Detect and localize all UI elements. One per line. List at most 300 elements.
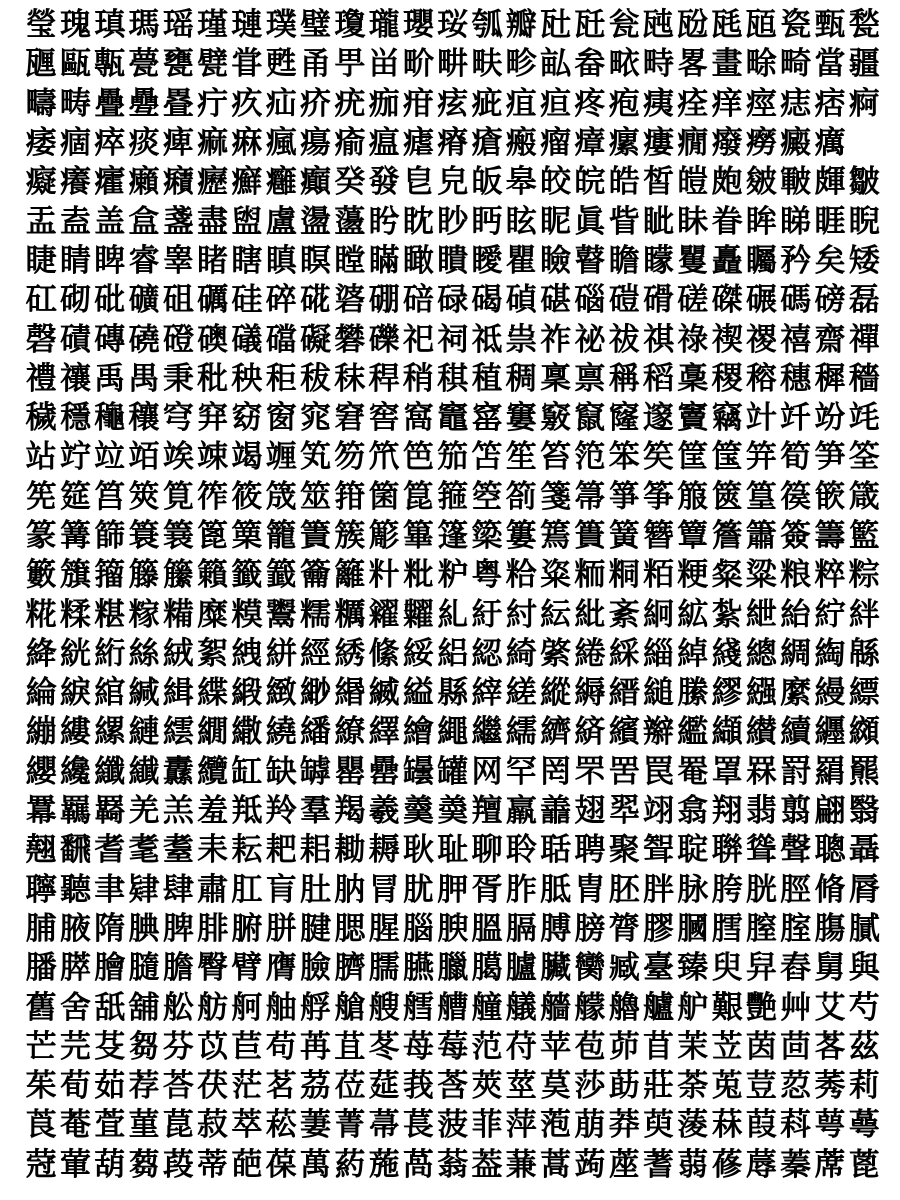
glyph-cell: 竚 bbox=[59, 439, 91, 476]
glyph-cell: 絮 bbox=[197, 635, 229, 672]
glyph-cell: 站 bbox=[25, 439, 57, 476]
glyph-cell: 筥 bbox=[94, 478, 126, 515]
glyph-cell: 籐 bbox=[128, 557, 160, 594]
glyph-cell: 糢 bbox=[231, 596, 263, 633]
glyph-cell: 糜 bbox=[197, 596, 229, 633]
glyph-cell: 簓 bbox=[368, 518, 400, 554]
glyph-cell: 罌 bbox=[334, 753, 366, 790]
glyph-cell: 禧 bbox=[780, 321, 812, 358]
glyph-cell: 盪 bbox=[300, 203, 332, 240]
glyph-cell: 纔 bbox=[59, 753, 91, 790]
glyph-cell: 碣 bbox=[471, 282, 503, 319]
glyph-cell: 竇 bbox=[677, 400, 709, 437]
glyph-cell: 筱 bbox=[231, 478, 263, 515]
glyph-cell: 畴 bbox=[59, 85, 91, 122]
glyph-cell: 磬 bbox=[25, 321, 57, 358]
glyph-cell: 笨 bbox=[608, 439, 640, 476]
glyph-cell: 甕 bbox=[162, 46, 194, 83]
glyph-cell: 罨 bbox=[677, 753, 709, 790]
glyph-cell: 繪 bbox=[402, 714, 434, 751]
glyph-cell: 羆 bbox=[848, 753, 880, 790]
glyph-cell: 禹 bbox=[94, 360, 126, 397]
glyph-cell: 縷 bbox=[59, 714, 91, 751]
glyph-cell: 璞 bbox=[265, 7, 297, 44]
glyph-cell: 矜 bbox=[780, 242, 812, 279]
glyph-cell: 綵 bbox=[608, 635, 640, 672]
glyph-cell: 蒟 bbox=[574, 1146, 606, 1183]
glyph-cell: 舖 bbox=[128, 989, 160, 1026]
glyph-cell: 紜 bbox=[540, 596, 572, 633]
glyph-cell: 竭 bbox=[231, 439, 263, 476]
glyph-cell: 舸 bbox=[231, 989, 263, 1026]
glyph-cell: 篏 bbox=[814, 478, 846, 515]
glyph-row bbox=[24, 320, 886, 359]
glyph-cell: 癇 bbox=[677, 125, 709, 162]
glyph-cell: 稟 bbox=[540, 360, 572, 397]
glyph-cell: 續 bbox=[780, 714, 812, 751]
glyph-cell: 臺 bbox=[642, 950, 674, 987]
glyph-cell: 碌 bbox=[437, 282, 469, 319]
glyph-cell: 缺 bbox=[265, 753, 297, 790]
glyph-cell: 繿 bbox=[677, 714, 709, 751]
glyph-cell: 瓊 bbox=[334, 7, 366, 44]
glyph-cell: 菘 bbox=[265, 1107, 297, 1144]
glyph-cell: 蓁 bbox=[780, 1146, 812, 1183]
glyph-cell: 絳 bbox=[25, 635, 57, 672]
glyph-cell: 癧 bbox=[197, 164, 229, 201]
glyph-cell: 絋 bbox=[677, 596, 709, 633]
glyph-cell: 邃 bbox=[642, 400, 674, 437]
glyph-cell: 荀 bbox=[59, 1068, 91, 1105]
glyph-cell: 肛 bbox=[231, 871, 263, 908]
glyph-cell: 籏 bbox=[59, 557, 91, 594]
glyph-cell: 穹 bbox=[162, 400, 194, 437]
glyph-cell: 聊 bbox=[471, 832, 503, 869]
glyph-cell: 芟 bbox=[94, 1028, 126, 1065]
glyph-cell: 翆 bbox=[608, 793, 640, 830]
glyph-cell: 疼 bbox=[574, 85, 606, 122]
glyph-cell: 葫 bbox=[94, 1146, 126, 1183]
glyph-cell: 縒 bbox=[505, 675, 537, 712]
glyph-cell: 膤 bbox=[711, 910, 743, 947]
glyph-cell: 祺 bbox=[642, 321, 674, 358]
glyph-cell: 璧 bbox=[300, 7, 332, 44]
glyph-cell: 窕 bbox=[300, 400, 332, 437]
glyph-cell: 硼 bbox=[368, 282, 400, 319]
glyph-cell: 肓 bbox=[265, 871, 297, 908]
glyph-cell: 簪 bbox=[642, 518, 674, 554]
glyph-cell: 緡 bbox=[334, 675, 366, 712]
glyph-cell: 苹 bbox=[540, 1028, 572, 1065]
glyph-cell: 葆 bbox=[265, 1146, 297, 1183]
glyph-cell: 痃 bbox=[437, 85, 469, 122]
glyph-cell: 繦 bbox=[745, 675, 777, 712]
glyph-cell: 聲 bbox=[780, 832, 812, 869]
glyph-cell: 籬 bbox=[334, 557, 366, 594]
glyph-cell: 脉 bbox=[677, 871, 709, 908]
glyph-cell: 畧 bbox=[677, 46, 709, 83]
glyph-cell: 瓲 bbox=[642, 7, 674, 44]
glyph-cell: 痺 bbox=[162, 125, 194, 162]
glyph-cell: 甞 bbox=[231, 46, 263, 83]
glyph-cell: 稘 bbox=[437, 360, 469, 397]
glyph-cell: 糯 bbox=[300, 596, 332, 633]
glyph-cell: 艱 bbox=[711, 989, 743, 1026]
glyph-cell: 磑 bbox=[608, 282, 640, 319]
glyph-cell: 痰 bbox=[128, 125, 160, 162]
glyph-cell: 籤 bbox=[231, 557, 263, 594]
glyph-cell: 痞 bbox=[814, 85, 846, 122]
glyph-cell: 竢 bbox=[162, 439, 194, 476]
glyph-cell: 瘴 bbox=[574, 125, 606, 162]
glyph-cell: 竏 bbox=[780, 400, 812, 437]
glyph-cell: 舮 bbox=[677, 989, 709, 1026]
glyph-cell: 筌 bbox=[848, 439, 880, 476]
glyph-cell: 繩 bbox=[437, 714, 469, 751]
glyph-cell: 竰 bbox=[265, 439, 297, 476]
glyph-cell: 繻 bbox=[505, 714, 537, 751]
glyph-cell: 艫 bbox=[642, 989, 674, 1026]
glyph-cell: 葢 bbox=[471, 1146, 503, 1183]
glyph-cell: 疣 bbox=[334, 85, 366, 122]
glyph-cell: 癨 bbox=[94, 164, 126, 201]
glyph-cell: 痼 bbox=[59, 125, 91, 162]
glyph-cell: 磽 bbox=[128, 321, 160, 358]
glyph-cell: 冐 bbox=[368, 871, 400, 908]
glyph-cell: 粱 bbox=[745, 557, 777, 594]
glyph-cell: 簑 bbox=[128, 518, 160, 554]
glyph-cell: 硅 bbox=[231, 282, 263, 319]
glyph-cell: 珱 bbox=[437, 7, 469, 44]
glyph-cell: 眞 bbox=[574, 203, 606, 240]
glyph-cell: 癸 bbox=[334, 164, 366, 201]
glyph-cell: 稠 bbox=[505, 360, 537, 397]
glyph-cell: 糂 bbox=[94, 596, 126, 633]
glyph-cell: 磚 bbox=[94, 321, 126, 358]
glyph-cell: 膠 bbox=[642, 910, 674, 947]
glyph-cell: 礫 bbox=[368, 321, 400, 358]
glyph-cell: 睨 bbox=[848, 203, 880, 240]
glyph-cell: 罟 bbox=[608, 753, 640, 790]
glyph-cell: 緘 bbox=[128, 675, 160, 712]
glyph-cell: 聹 bbox=[25, 871, 57, 908]
glyph-cell: 碯 bbox=[574, 282, 606, 319]
glyph-cell: 縢 bbox=[677, 675, 709, 712]
glyph-cell: 甦 bbox=[265, 46, 297, 83]
glyph-cell: 脾 bbox=[162, 910, 194, 947]
glyph-cell: 痿 bbox=[25, 125, 57, 162]
glyph-cell: 繽 bbox=[608, 714, 640, 751]
glyph-cell: 茉 bbox=[677, 1028, 709, 1065]
glyph-cell: 綏 bbox=[402, 635, 434, 672]
glyph-cell: 疇 bbox=[25, 85, 57, 122]
glyph-cell: 絽 bbox=[437, 635, 469, 672]
glyph-cell: 蒂 bbox=[197, 1146, 229, 1183]
glyph-cell: 瘧 bbox=[402, 125, 434, 162]
glyph-cell: 苴 bbox=[334, 1028, 366, 1065]
glyph-cell: 盧 bbox=[265, 203, 297, 240]
glyph-cell: 祚 bbox=[540, 321, 572, 358]
glyph-cell: 粽 bbox=[848, 557, 880, 594]
glyph-cell: 癪 bbox=[162, 164, 194, 201]
glyph-cell: 翕 bbox=[677, 793, 709, 830]
glyph-cell: 纎 bbox=[128, 753, 160, 790]
glyph-cell: 睿 bbox=[128, 242, 160, 279]
glyph-cell: 艝 bbox=[402, 989, 434, 1026]
glyph-cell: 窿 bbox=[608, 400, 640, 437]
glyph-cell: 矍 bbox=[677, 242, 709, 279]
glyph-cell: 瘻 bbox=[642, 125, 674, 162]
glyph-cell: 礪 bbox=[197, 282, 229, 319]
glyph-cell: 禊 bbox=[711, 321, 743, 358]
glyph-cell: 粫 bbox=[574, 557, 606, 594]
glyph-cell: 箝 bbox=[334, 478, 366, 515]
glyph-cell: 苜 bbox=[642, 1028, 674, 1065]
glyph-cell: 癢 bbox=[59, 164, 91, 201]
glyph-cell: 瓮 bbox=[608, 7, 640, 44]
glyph-cell: 稙 bbox=[471, 360, 503, 397]
glyph-cell: 綢 bbox=[780, 635, 812, 672]
glyph-cell: 聨 bbox=[711, 832, 743, 869]
glyph-cell: 箏 bbox=[608, 478, 640, 515]
glyph-cell: 痲 bbox=[197, 125, 229, 162]
glyph-cell: 篶 bbox=[540, 518, 572, 554]
glyph-cell: 膂 bbox=[608, 910, 640, 947]
glyph-cell: 粡 bbox=[608, 557, 640, 594]
glyph-cell: 硴 bbox=[300, 282, 332, 319]
glyph-cell: 蓐 bbox=[745, 1146, 777, 1183]
glyph-cell: 莅 bbox=[334, 1068, 366, 1105]
glyph-cell: 纈 bbox=[711, 714, 743, 751]
glyph-cell: 羮 bbox=[437, 793, 469, 830]
glyph-cell: 萃 bbox=[231, 1107, 263, 1144]
glyph-cell: 粭 bbox=[505, 557, 537, 594]
glyph-cell: 胙 bbox=[505, 871, 537, 908]
glyph-cell: 耋 bbox=[162, 832, 194, 869]
glyph-cell: 疚 bbox=[231, 85, 263, 122]
glyph-cell: 瘡 bbox=[471, 125, 503, 162]
glyph-cell: 篳 bbox=[402, 518, 434, 554]
glyph-cell: 茴 bbox=[780, 1028, 812, 1065]
glyph-cell: 瘤 bbox=[540, 125, 572, 162]
glyph-cell: 萵 bbox=[402, 1146, 434, 1183]
glyph-cell: 簫 bbox=[745, 518, 777, 554]
glyph-cell: 蔆 bbox=[677, 1107, 709, 1144]
glyph-cell: 矇 bbox=[642, 242, 674, 279]
glyph-cell: 譱 bbox=[540, 793, 572, 830]
glyph-cell: 臑 bbox=[368, 950, 400, 987]
glyph-cell: 茹 bbox=[94, 1068, 126, 1105]
glyph-cell: 磅 bbox=[814, 282, 846, 319]
glyph-cell: 經 bbox=[300, 635, 332, 672]
glyph-cell: 緤 bbox=[197, 675, 229, 712]
glyph-cell: 疉 bbox=[128, 85, 160, 122]
glyph-cell: 疂 bbox=[162, 85, 194, 122]
glyph-cell: 莎 bbox=[574, 1068, 606, 1105]
glyph-cell: 葷 bbox=[59, 1146, 91, 1183]
glyph-cell: 痳 bbox=[231, 125, 263, 162]
glyph-cell: 粤 bbox=[471, 557, 503, 594]
glyph-cell: 綯 bbox=[814, 635, 846, 672]
glyph-cell: 臘 bbox=[437, 950, 469, 987]
glyph-cell: 磧 bbox=[59, 321, 91, 358]
glyph-cell: 萇 bbox=[402, 1107, 434, 1144]
glyph-cell: 稷 bbox=[711, 360, 743, 397]
glyph-cell: 艙 bbox=[334, 989, 366, 1026]
glyph-cell: 茆 bbox=[608, 1028, 640, 1065]
glyph-cell: 絲 bbox=[128, 635, 160, 672]
glyph-cell: 瓷 bbox=[780, 7, 812, 44]
glyph-cell: 痣 bbox=[780, 85, 812, 122]
glyph-row bbox=[24, 202, 886, 241]
glyph-cell: 耜 bbox=[300, 832, 332, 869]
glyph-cell: 苟 bbox=[265, 1028, 297, 1065]
glyph-cell: 聳 bbox=[745, 832, 777, 869]
glyph-cell: 篁 bbox=[745, 478, 777, 515]
glyph-cell: 瑪 bbox=[128, 7, 160, 44]
glyph-cell: 羯 bbox=[334, 793, 366, 830]
glyph-cell: 皹 bbox=[814, 164, 846, 201]
glyph-cell: 肆 bbox=[162, 871, 194, 908]
glyph-cell: 磊 bbox=[848, 282, 880, 319]
glyph-cell: 縣 bbox=[437, 675, 469, 712]
glyph-cell: 聰 bbox=[814, 832, 846, 869]
glyph-cell: 臉 bbox=[300, 950, 332, 987]
glyph-row bbox=[24, 595, 886, 634]
glyph-cell: 膸 bbox=[128, 950, 160, 987]
glyph-cell: 罅 bbox=[300, 753, 332, 790]
glyph-cell: 臈 bbox=[471, 950, 503, 987]
glyph-cell: 胥 bbox=[471, 871, 503, 908]
glyph-cell: 粲 bbox=[711, 557, 743, 594]
glyph-cell: 臂 bbox=[231, 950, 263, 987]
glyph-cell: 碆 bbox=[334, 282, 366, 319]
glyph-cell: 砠 bbox=[162, 282, 194, 319]
glyph-cell: 癩 bbox=[128, 164, 160, 201]
glyph-cell: 耘 bbox=[231, 832, 263, 869]
glyph-cell: 臧 bbox=[608, 950, 640, 987]
glyph-cell: 禀 bbox=[574, 360, 606, 397]
glyph-cell: 眄 bbox=[471, 203, 503, 240]
glyph-row bbox=[24, 517, 886, 556]
glyph-cell: 發 bbox=[368, 164, 400, 201]
glyph-cell: 矣 bbox=[814, 242, 846, 279]
glyph-cell: 箒 bbox=[574, 478, 606, 515]
glyph-cell: 笆 bbox=[402, 439, 434, 476]
glyph-row bbox=[24, 753, 886, 792]
glyph-cell: 耙 bbox=[265, 832, 297, 869]
glyph-cell: 脣 bbox=[848, 871, 880, 908]
glyph-cell: 蓊 bbox=[437, 1146, 469, 1183]
glyph-cell: 緕 bbox=[574, 714, 606, 751]
glyph-cell: 禺 bbox=[128, 360, 160, 397]
glyph-cell: 笵 bbox=[574, 439, 606, 476]
glyph-cell: 瘢 bbox=[505, 125, 537, 162]
glyph-cell: 籵 bbox=[368, 557, 400, 594]
glyph-cell: 瞠 bbox=[334, 242, 366, 279]
glyph-cell: 筍 bbox=[780, 439, 812, 476]
glyph-cell: 祟 bbox=[505, 321, 537, 358]
glyph-row bbox=[24, 1067, 886, 1106]
glyph-row bbox=[24, 871, 886, 910]
glyph-cell: 簷 bbox=[711, 518, 743, 554]
glyph-cell: 腦 bbox=[402, 910, 434, 947]
glyph-cell: 芍 bbox=[848, 989, 880, 1026]
glyph-cell: 畄 bbox=[368, 46, 400, 83]
glyph-cell: 缸 bbox=[231, 753, 263, 790]
glyph-cell: 艤 bbox=[505, 989, 537, 1026]
glyph-cell: 竊 bbox=[711, 400, 743, 437]
glyph-cell: 祿 bbox=[677, 321, 709, 358]
glyph-cell: 祕 bbox=[574, 321, 606, 358]
glyph-cell: 磋 bbox=[677, 282, 709, 319]
glyph-cell: 眇 bbox=[437, 203, 469, 240]
glyph-cell: 筝 bbox=[642, 478, 674, 515]
glyph-cell: 甄 bbox=[814, 7, 846, 44]
glyph-cell: 筬 bbox=[265, 478, 297, 515]
glyph-cell: 纖 bbox=[94, 753, 126, 790]
glyph-cell: 胼 bbox=[265, 910, 297, 947]
glyph-cell: 絣 bbox=[265, 635, 297, 672]
glyph-cell: 荼 bbox=[677, 1068, 709, 1105]
glyph-cell: 窗 bbox=[265, 400, 297, 437]
glyph-cell: 繙 bbox=[300, 714, 332, 751]
glyph-cell: 簗 bbox=[471, 518, 503, 554]
glyph-cell: 稱 bbox=[608, 360, 640, 397]
glyph-cell: 疥 bbox=[300, 85, 332, 122]
glyph-cell: 紿 bbox=[780, 596, 812, 633]
glyph-cell: 皺 bbox=[848, 164, 880, 201]
glyph-row bbox=[24, 281, 886, 320]
glyph-cell: 芬 bbox=[162, 1028, 194, 1065]
glyph-row bbox=[24, 635, 886, 674]
glyph-row bbox=[24, 1146, 886, 1185]
glyph-cell: 癡 bbox=[25, 164, 57, 201]
glyph-cell: 聚 bbox=[608, 832, 640, 869]
glyph-cell: 胖 bbox=[642, 871, 674, 908]
glyph-cell: 眸 bbox=[745, 203, 777, 240]
glyph-cell: 睛 bbox=[59, 242, 91, 279]
glyph-cell: 皎 bbox=[540, 164, 572, 201]
glyph-cell: 网 bbox=[471, 753, 503, 790]
glyph-cell: 竓 bbox=[848, 400, 880, 437]
glyph-cell: 紊 bbox=[608, 596, 640, 633]
glyph-cell: 縅 bbox=[368, 675, 400, 712]
glyph-cell: 礒 bbox=[231, 321, 263, 358]
glyph-cell: 畆 bbox=[540, 46, 572, 83]
glyph-cell: 綟 bbox=[59, 675, 91, 712]
glyph-cell: 緞 bbox=[231, 675, 263, 712]
glyph-cell: 絨 bbox=[162, 635, 194, 672]
glyph-cell: 艚 bbox=[437, 989, 469, 1026]
glyph-cell: 蓍 bbox=[642, 1146, 674, 1183]
glyph-cell: 窈 bbox=[231, 400, 263, 437]
glyph-cell: 睹 bbox=[197, 242, 229, 279]
glyph-cell: 磔 bbox=[711, 282, 743, 319]
glyph-cell: 莽 bbox=[608, 1107, 640, 1144]
glyph-cell: 紲 bbox=[745, 596, 777, 633]
glyph-cell: 翡 bbox=[745, 793, 777, 830]
glyph-cell: 耡 bbox=[334, 832, 366, 869]
glyph-cell: 芫 bbox=[59, 1028, 91, 1065]
glyph-cell: 與 bbox=[848, 950, 880, 987]
glyph-cell: 瘋 bbox=[265, 125, 297, 162]
glyph-cell: 瑰 bbox=[59, 7, 91, 44]
glyph-cell: 簍 bbox=[505, 518, 537, 554]
glyph-cell: 艟 bbox=[471, 989, 503, 1026]
glyph-cell: 畸 bbox=[780, 46, 812, 83]
glyph-cell: 瓔 bbox=[402, 7, 434, 44]
